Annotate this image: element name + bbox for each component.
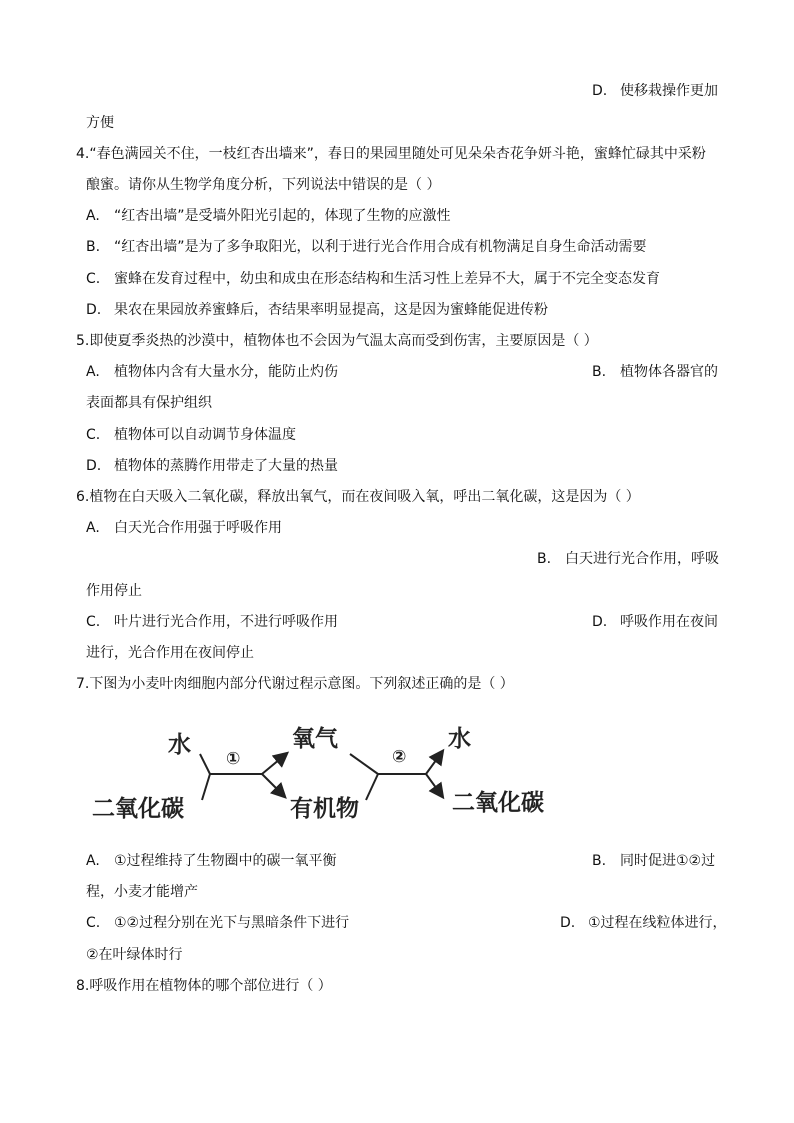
input-line-co2	[202, 774, 210, 800]
q6-stem: 6.植物在白天吸入二氧化碳，释放出氧气，而在夜间吸入氧，呼出二氧化碳，这是因为（ ）	[76, 489, 640, 505]
q7-option-a	[86, 851, 337, 871]
q5-option-c	[86, 425, 296, 445]
option-text: 使移栽操作更加	[620, 83, 718, 99]
option-text: 白天进行光合作用，呼吸	[565, 551, 719, 567]
q3-option-d	[592, 81, 718, 101]
q4-option-d	[86, 300, 548, 320]
arrow-to-organic	[262, 774, 284, 796]
option-text: 果农在果园放养蜜蜂后，杏结果率明显提高，这是因为蜜蜂能促进传粉	[114, 302, 548, 318]
q5-option-a	[86, 362, 338, 382]
metabolism-diagram	[88, 712, 544, 834]
diagram-co2-in: 二氧化碳	[92, 796, 184, 822]
option-text: 同时促进①②过	[620, 853, 716, 869]
q6-option-b-cont: 作用停止	[86, 583, 142, 599]
option-letter: C.	[86, 915, 101, 931]
option-letter: A.	[86, 364, 100, 380]
diagram-step1: ①	[226, 749, 241, 769]
q7-stem: 7.下图为小麦叶肉细胞内部分代谢过程示意图。下列叙述正确的是（ ）	[76, 676, 514, 692]
diagram-co2-out: 二氧化碳	[452, 790, 544, 816]
option-letter: A.	[86, 853, 100, 869]
q4-option-c	[86, 269, 660, 289]
arrow-to-co2	[426, 774, 442, 796]
q6-option-d	[592, 612, 718, 632]
option-text: 植物体的蒸腾作用带走了大量的热量	[114, 458, 338, 474]
q5-stem: 5.即使夏季炎热的沙漠中，植物体也不会因为气温太高而受到伤害，主要原因是（ ）	[76, 333, 598, 349]
option-text: 植物体各器官的	[620, 364, 718, 380]
q6-option-a	[86, 518, 282, 538]
input-line-water	[200, 754, 210, 774]
option-text: ①过程在线粒体进行，	[588, 915, 727, 931]
diagram-organic: 有机物	[290, 796, 359, 822]
q6-option-d-cont: 进行，光合作用在夜间停止	[86, 645, 254, 661]
option-text: ①过程维持了生物圈中的碳一氧平衡	[114, 853, 337, 869]
option-text: 植物体内含有大量水分，能防止灼伤	[114, 364, 338, 380]
option-text: 蜜蜂在发育过程中，幼虫和成虫在形态结构和生活习性上差异不大，属于不完全变态发育	[114, 271, 660, 287]
option-letter: D.	[592, 83, 608, 99]
q4-option-a	[86, 206, 451, 226]
option-letter: A.	[86, 520, 100, 536]
q7-option-b-cont: 程，小麦才能增产	[86, 884, 198, 900]
arrow-to-water	[426, 752, 442, 774]
q4-stem-line1: 4.“春色满园关不住，一枝红杏出墙来”，春日的果园里随处可见朵朵杏花争妍斗艳，蜜蜂忙碌其中采粉	[76, 146, 706, 162]
option-letter: D.	[560, 915, 576, 931]
q7-option-b	[592, 851, 715, 871]
diagram-water-out: 水	[448, 726, 471, 752]
option-text: “红杏出墙”是受墙外阳光引起的，体现了生物的应激性	[114, 208, 451, 224]
option-text: 叶片进行光合作用，不进行呼吸作用	[114, 614, 338, 630]
diagram-step2: ②	[392, 747, 407, 767]
arrow-to-oxygen	[262, 754, 286, 774]
q7-option-d	[560, 913, 727, 933]
option-letter: D.	[86, 302, 102, 318]
option-letter: A.	[86, 208, 100, 224]
option-letter: B.	[592, 853, 607, 869]
option-letter: D.	[86, 458, 102, 474]
q8-stem: 8.呼吸作用在植物体的哪个部位进行（ ）	[76, 978, 332, 994]
q5-option-b-cont: 表面都具有保护组织	[86, 395, 212, 411]
option-text: 呼吸作用在夜间	[620, 614, 718, 630]
option-letter: C.	[86, 427, 101, 443]
organic-line	[366, 774, 378, 800]
q6-option-b	[537, 549, 719, 569]
option-letter: C.	[86, 614, 101, 630]
option-text: “红杏出墙”是为了多争取阳光，以利于进行光合作用合成有机物满足自身生命活动需要	[114, 239, 647, 255]
diagram-oxygen: 氧气	[292, 726, 338, 752]
option-text: 植物体可以自动调节身体温度	[114, 427, 296, 443]
option-letter: B.	[537, 551, 552, 567]
option-letter: B.	[592, 364, 607, 380]
q6-option-c	[86, 612, 338, 632]
option-text: 白天光合作用强于呼吸作用	[114, 520, 282, 536]
option-text: ①②过程分别在光下与黑暗条件下进行	[114, 915, 350, 931]
q5-option-d	[86, 456, 338, 476]
q4-stem-line2: 酿蜜。请你从生物学角度分析，下列说法中错误的是（ ）	[86, 177, 441, 193]
option-letter: D.	[592, 614, 608, 630]
q5-option-b	[592, 362, 718, 382]
q3-option-d-cont: 方便	[86, 115, 114, 131]
q7-option-c	[86, 913, 349, 933]
option-letter: C.	[86, 271, 101, 287]
q7-option-d-cont: ②在叶绿体时行	[86, 947, 183, 963]
option-letter: B.	[86, 239, 101, 255]
oxygen-line	[350, 754, 378, 774]
diagram-water-in: 水	[168, 732, 191, 758]
q4-option-b	[86, 237, 647, 257]
